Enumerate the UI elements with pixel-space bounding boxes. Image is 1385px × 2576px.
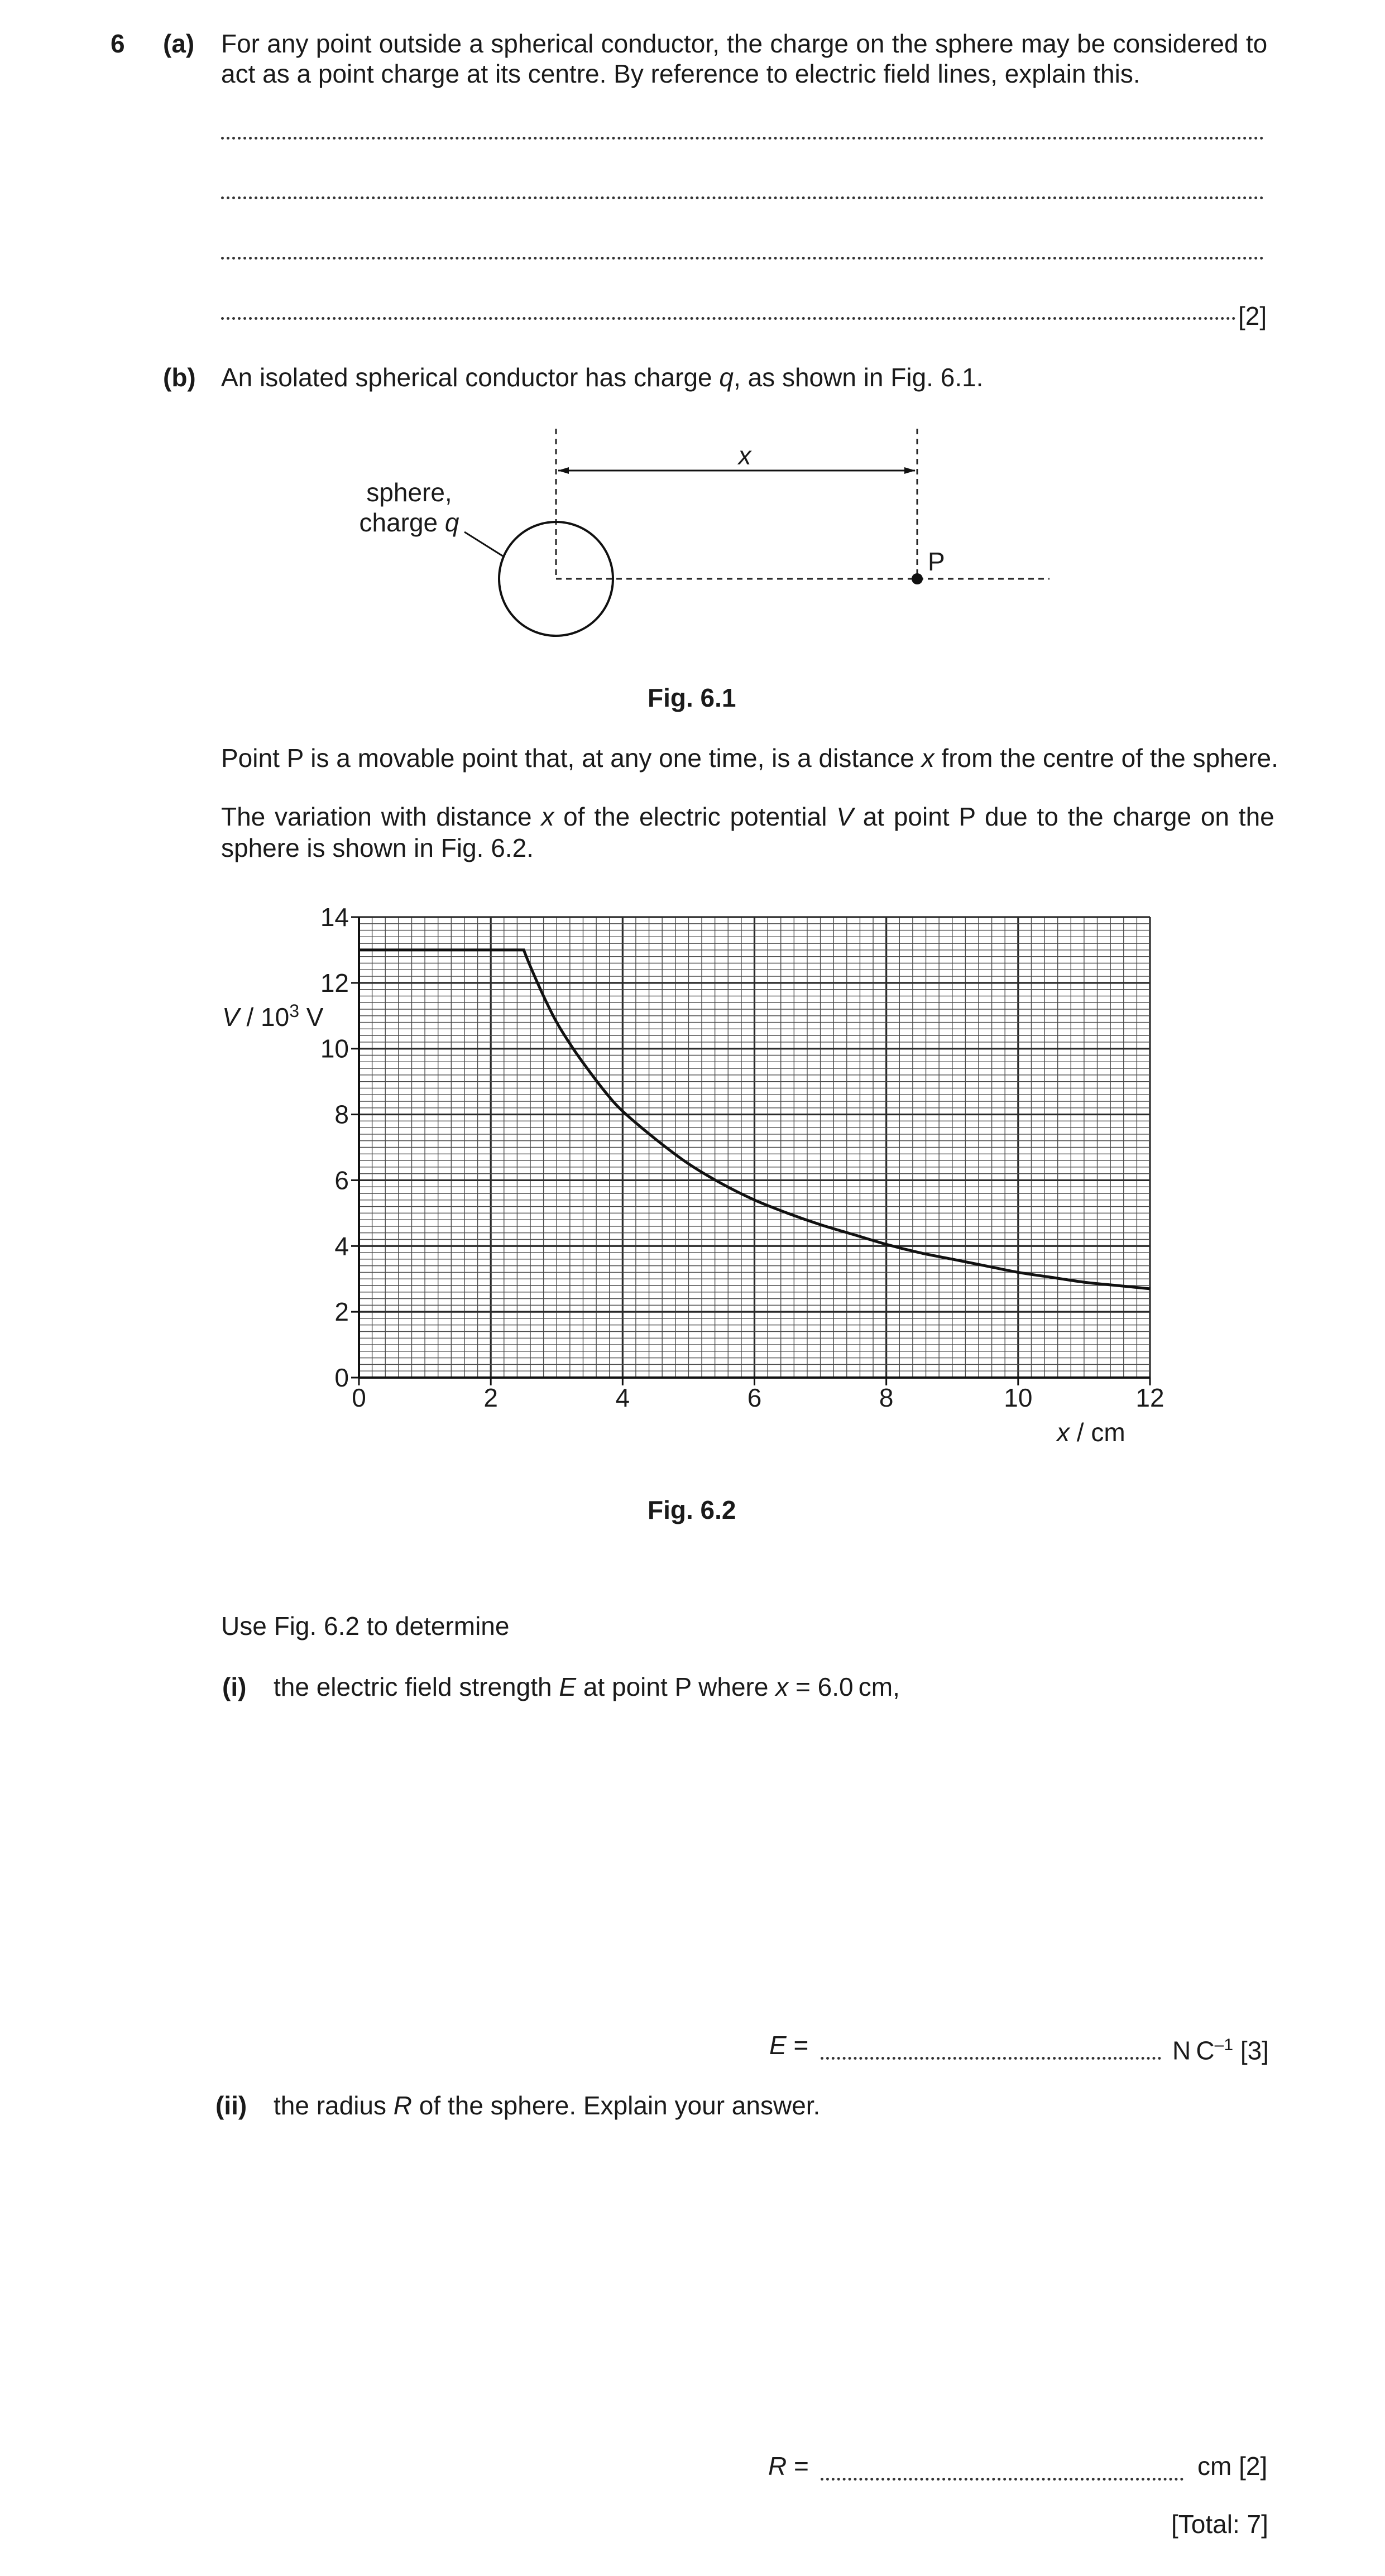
y-tick-label: 2 (334, 1297, 349, 1327)
variation-line-1: The variation with distance x of the electric potential V at point P due to the charge on the (221, 802, 1274, 831)
part-a-line-1: For any point outside a spherical conductor, the charge on the sphere may be considered to (221, 29, 1268, 58)
part-b-label: (b) (163, 363, 196, 392)
point-p-dot (912, 573, 923, 584)
question-number: 6 (111, 29, 125, 58)
sub-i-label: (i) (222, 1672, 247, 1701)
fig1-x-label: x (738, 441, 751, 470)
chart-x-axis-label: x / cm (1057, 1418, 1125, 1447)
use-fig-instruction: Use Fig. 6.2 to determine (221, 1611, 510, 1640)
e-answer-prefix: E = (769, 2031, 809, 2060)
y-tick-label: 0 (334, 1363, 349, 1392)
x-tick-label: 8 (879, 1383, 894, 1412)
variation-line-2: sphere is shown in Fig. 6.2. (221, 833, 534, 862)
e-answer-unit: N $C^{-1}$ [3] (1172, 2036, 1269, 2065)
part-a-line-2: act as a point charge at its centre. By reference to electric field lines, explain this. (221, 59, 1140, 88)
chart-y-axis-label: V / $10^3$ V (222, 1001, 324, 1032)
e-answer-field[interactable] (821, 2057, 1161, 2060)
part-b-intro: An isolated spherical conductor has charge q, as shown in Fig. 6.1. (221, 363, 984, 392)
point-p-label: P (928, 547, 945, 576)
total-marks: [Total: 7] (1171, 2510, 1268, 2539)
fig-6-2-caption: Fig. 6.2 (648, 1495, 736, 1524)
sub-ii-text: the radius R of the sphere. Explain your answer. (274, 2091, 821, 2120)
point-p-description: Point P is a movable point that, at any one time, is a distance x from the centre of the sphere. (221, 743, 1278, 773)
x-tick-label: 6 (747, 1383, 762, 1412)
y-tick-label: 14 (320, 903, 349, 932)
x-tick-label: 10 (1004, 1383, 1033, 1412)
sphere-leader-line (464, 532, 504, 557)
x-tick-label: 12 (1135, 1383, 1164, 1412)
y-tick-label: 10 (320, 1034, 349, 1063)
potential-curve (359, 950, 1150, 1289)
fig-6-1-caption: Fig. 6.1 (648, 683, 736, 712)
part-a-label: (a) (163, 29, 195, 58)
x-tick-label: 4 (615, 1383, 630, 1412)
sub-ii-label: (ii) (215, 2091, 247, 2120)
y-tick-label: 4 (334, 1231, 349, 1261)
y-tick-label: 8 (334, 1100, 349, 1129)
r-answer-field[interactable] (821, 2478, 1183, 2481)
x-tick-label: 2 (483, 1383, 498, 1412)
part-a-marks: [2] (1238, 301, 1267, 330)
sub-i-text: the electric field strength E at point P where x = 6.0 cm, (274, 1672, 900, 1701)
r-answer-prefix: R = (768, 2452, 809, 2481)
y-tick-label: 6 (334, 1165, 349, 1195)
sphere-label-2: charge q (359, 508, 459, 537)
x-tick-label: 0 (352, 1383, 366, 1412)
figure-6-1 (0, 0, 1385, 726)
sphere-label-1: sphere, (366, 478, 452, 507)
y-tick-label: 12 (320, 968, 349, 997)
r-answer-unit: cm [2] (1197, 2452, 1268, 2481)
